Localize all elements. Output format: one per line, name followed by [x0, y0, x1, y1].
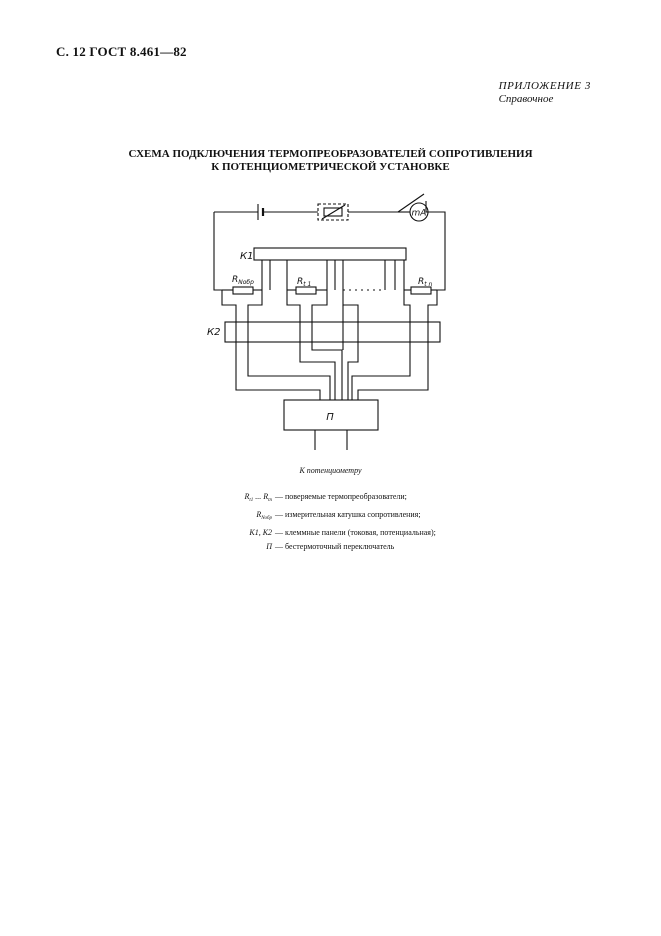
potential-leads: [222, 290, 437, 400]
legend-description: — клеммные панели (токовая, потенциальная);: [275, 528, 436, 537]
resistor-rtn: [404, 287, 437, 294]
legend-row: [200, 540, 500, 554]
legend-symbol: П: [266, 542, 272, 551]
legend-symbol: $R_{Nобр}$: [256, 510, 272, 521]
milliammeter-label: mA: [411, 208, 427, 219]
diagram-caption: К потенциометру: [299, 466, 362, 475]
current-leads-k1: [262, 260, 404, 290]
appendix-number: ПРИЛОЖЕНИЕ 3: [498, 80, 591, 92]
rtn-label: $R_{t n}$: [418, 277, 433, 288]
k2-label: К2: [207, 327, 221, 338]
title-line-1: СХЕМА ПОДКЛЮЧЕНИЯ ТЕРМОПРЕОБРАЗОВАТЕЛЕЙ СОПРОТИВЛЕНИЯ: [128, 148, 533, 160]
switch-label: П: [326, 412, 334, 423]
legend-symbol: К1, К2: [249, 528, 272, 537]
top-supply-circuit: [214, 194, 445, 290]
legend-row: [200, 490, 500, 508]
page-header: С. 12 ГОСТ 8.461—82: [56, 44, 187, 59]
rt1-label: $R_{t 1}$: [297, 277, 312, 288]
legend-description: — бестермоточный переключатель: [275, 542, 395, 551]
legend-description: — поверяемые термопреобразователи;: [275, 492, 407, 501]
legend: [200, 490, 500, 554]
resistor-r-nobr: [222, 287, 262, 294]
legend-description: — измерительная катушка сопротивления;: [275, 510, 421, 519]
k1-label: К1: [240, 251, 254, 262]
title-line-2: К ПОТЕНЦИОМЕТРИЧЕСКОЙ УСТАНОВКЕ: [211, 161, 450, 173]
terminal-panel-k1: [254, 248, 406, 260]
resistor-rt1: [287, 287, 327, 294]
legend-row: [200, 508, 500, 526]
terminal-panel-k2: [225, 322, 440, 342]
legend-row: [200, 526, 500, 540]
appendix-type: Справочное: [498, 93, 554, 105]
legend-symbol: $R_{t1}$ ... $R_{tn}$: [244, 492, 272, 503]
r-nobr-label: $R_{Nобр}$: [232, 275, 254, 286]
